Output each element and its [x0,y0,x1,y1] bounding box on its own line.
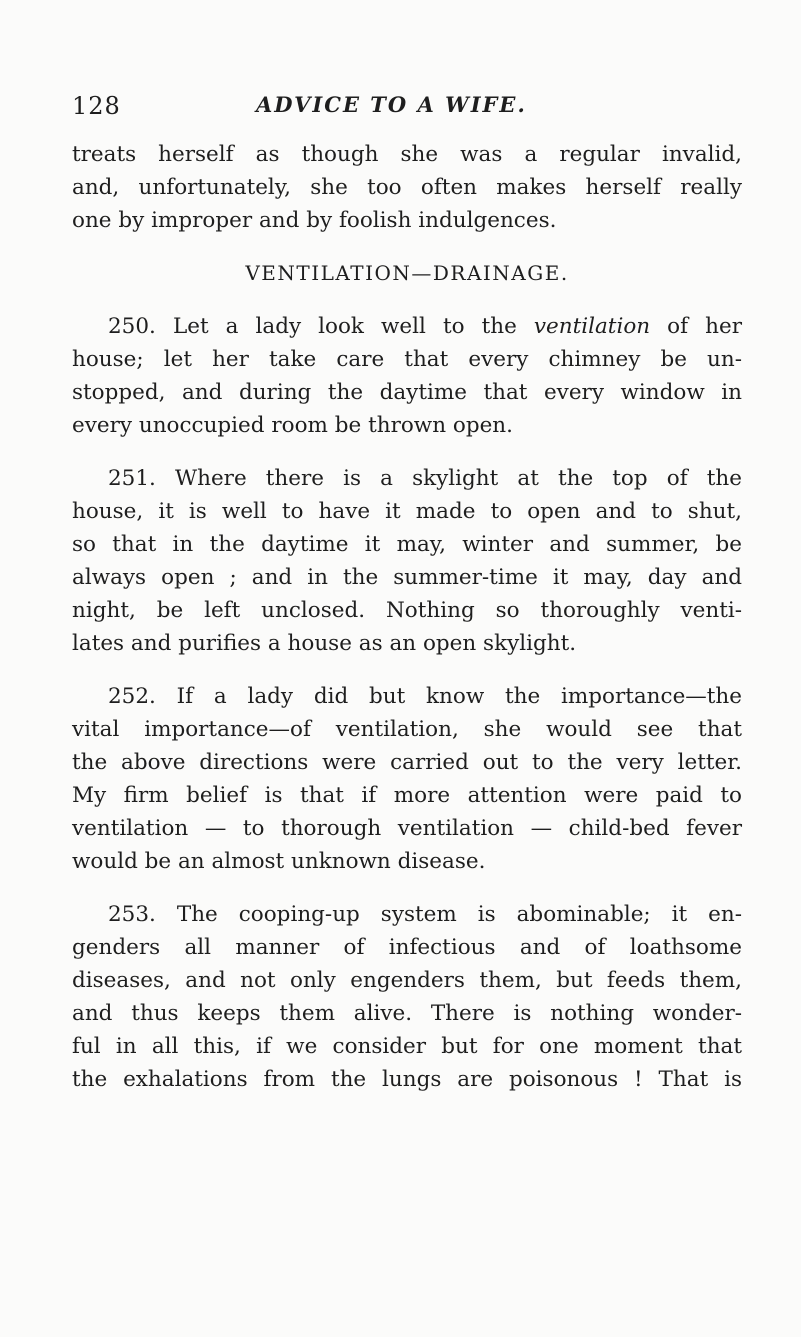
body-text [72,138,742,1096]
text-line: so that in the daytime it may, winter and summer, be [72,532,742,557]
paragraph-252 [72,680,742,878]
paragraph-250 [72,310,742,442]
page-number: 128 [72,92,121,120]
text-line: 253. The cooping-up system is abominable; it en- [108,902,742,927]
intro-paragraph [72,138,742,237]
text-line: 251. Where there is a skylight at the top of the [108,466,742,491]
text-line: genders all manner of infectious and of loathsome [72,935,742,960]
text-line: stopped, and during the daytime that every window in [72,380,742,405]
text-line: treats herself as though she was a regular invalid, [72,142,742,167]
page-header [72,92,752,126]
text-line: ventilation — to thorough ventilation — child-bed fever [72,816,742,841]
text-line: and thus keeps them alive. There is nothing wonder- [72,1001,742,1026]
text-line: the above directions were carried out to the very letter. [72,750,742,775]
text-line: and, unfortunately, she too often makes herself really [72,175,742,200]
paragraph-number: 250. [108,314,156,339]
text-line: 252. If a lady did but know the importance—the [108,684,743,709]
paragraph-251 [72,462,742,660]
text-line: every unoccupied room be thrown open. [72,413,513,438]
text-line: house; let her take care that every chimney be un- [72,347,742,372]
text-line: 250. Let a lady look well to the ventilation of her [108,314,742,339]
section-heading: VENTILATION—DRAINAGE. [245,261,569,285]
paragraph-number: 253. [108,902,156,927]
text-line: always open ; and in the summer-time it may, day and [72,565,742,590]
paragraph-number: 251. [108,466,156,491]
paragraph-number: 252. [108,684,156,709]
text-line: My firm belief is that if more attention were paid to [72,783,742,808]
emphasis: ventilation [533,314,651,339]
text-line: vital importance—of ventilation, she would see that [72,717,742,742]
text-line: lates and purifies a house as an open skylight. [72,631,577,656]
text-line: night, be left unclosed. Nothing so thoroughly venti- [72,598,742,623]
text-line: would be an almost unknown disease. [72,849,486,874]
text-line: one by improper and by foolish indulgences. [72,208,557,233]
text-line: ful in all this, if we consider but for one moment that [72,1034,742,1059]
running-head: ADVICE TO A WIFE. [256,92,527,117]
text-line: house, it is well to have it made to open and to shut, [72,499,742,524]
text-line: diseases, and not only engenders them, but feeds them, [72,968,742,993]
text-line: the exhalations from the lungs are poisonous ! That is [72,1067,742,1092]
paragraph-253 [72,898,742,1096]
